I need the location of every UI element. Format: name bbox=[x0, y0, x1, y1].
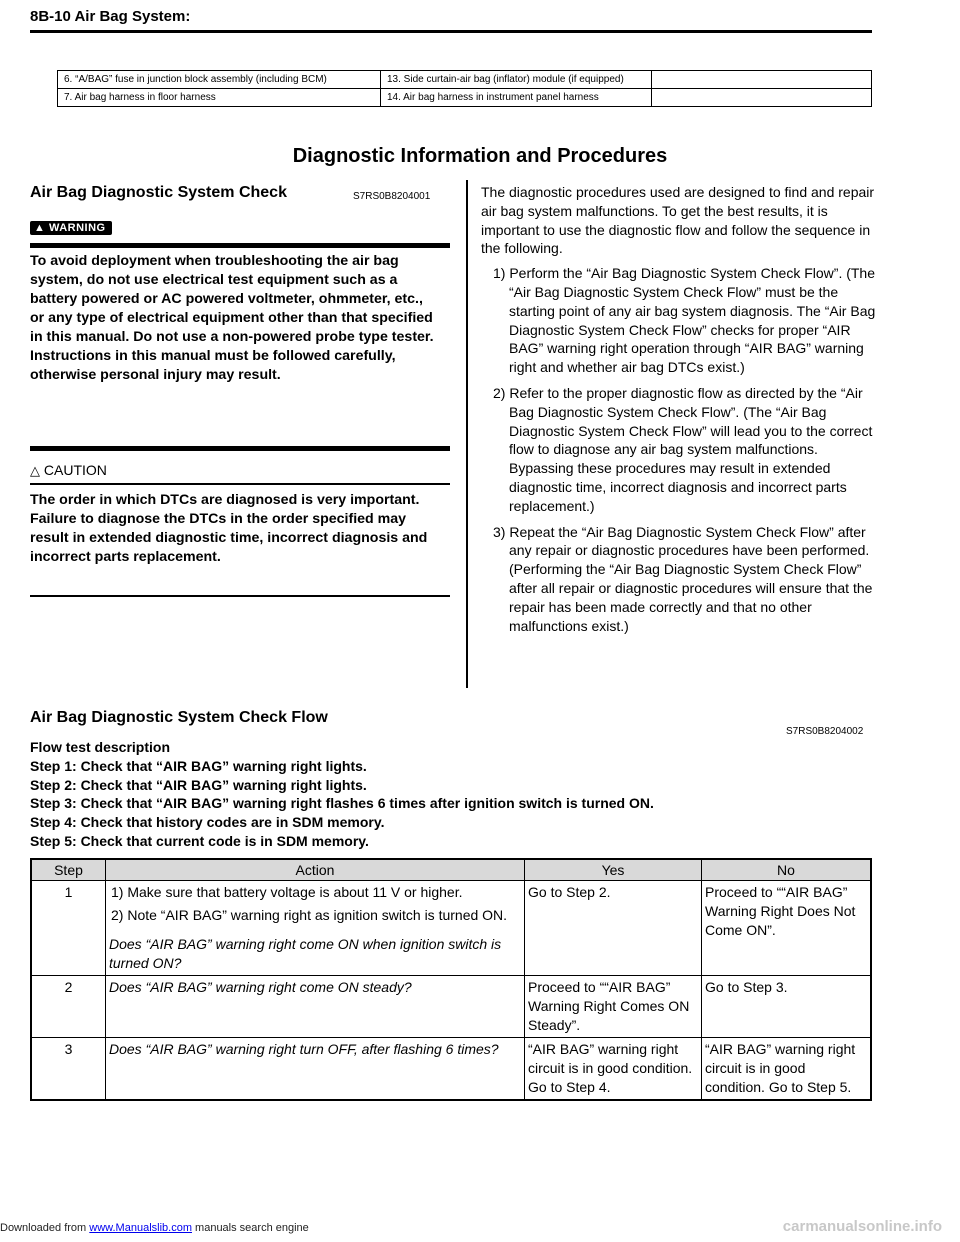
section-heading: Air Bag Diagnostic System Check bbox=[30, 184, 287, 201]
step-yes: “AIR BAG” warning right circuit is in good condition. Go to Step 4. bbox=[525, 1038, 702, 1101]
action-question: Does “AIR BAG” warning right turn OFF, after flashing 6 times? bbox=[106, 1038, 525, 1101]
section-heading: Air Bag Diagnostic System Check Flow bbox=[30, 709, 328, 726]
action-item: 1) Make sure that battery voltage is about 11 V or higher. bbox=[111, 884, 463, 900]
column-header: Step bbox=[31, 859, 106, 881]
procedure-intro: The diagnostic procedures used are designed to find and repair air bag system malfunctions. To get the best results, it is important to use the diagnostic flow and follow the sequence in the following. bbox=[481, 184, 875, 257]
manualslib-link[interactable]: www.Manualslib.com bbox=[89, 1222, 192, 1234]
footer-suffix: manuals search engine bbox=[191, 1222, 309, 1234]
flow-line: Step 4: Check that history codes are in SDM memory. bbox=[30, 814, 385, 831]
warning-bottom-rule bbox=[30, 446, 450, 451]
section-code: S7RS0B8204001 bbox=[353, 191, 431, 202]
table-row bbox=[58, 71, 872, 89]
header-rule bbox=[30, 30, 872, 33]
caution-text: The order in which DTCs are diagnosed is very important. Failure to diagnose the DTCs in the order specified may result in extended diagnostic time, incorrect diagnosis and incorrect parts replacement. bbox=[30, 492, 428, 565]
watermark: carmanualsonline.info bbox=[782, 1218, 942, 1235]
section-code: S7RS0B8204002 bbox=[786, 726, 864, 737]
legend-cell: 6. “A/BAG” fuse in junction block assembly (including BCM) bbox=[58, 71, 381, 89]
caution-icon: △ bbox=[30, 463, 40, 478]
column-divider bbox=[466, 180, 468, 688]
flow-description bbox=[30, 738, 654, 851]
warning-label: WARNING bbox=[48, 222, 106, 234]
step-no: Proceed to ““AIR BAG” Warning Right Does Not Come ON”. bbox=[702, 881, 872, 976]
steps-table bbox=[30, 858, 872, 1101]
flow-line: Step 3: Check that “AIR BAG” warning right flashes 6 times after ignition switch is turned ON. bbox=[30, 795, 654, 812]
legend-cell: 14. Air bag harness in instrument panel harness bbox=[381, 89, 652, 107]
column-header: No bbox=[702, 859, 872, 881]
step-action bbox=[106, 881, 525, 976]
flow-line: Flow test description bbox=[30, 739, 171, 755]
flow-line: Step 2: Check that “AIR BAG” warning right lights. bbox=[30, 776, 367, 793]
warning-badge bbox=[30, 221, 112, 235]
legend-cell: 13. Side curtain-air bag (inflator) module (if equipped) bbox=[381, 71, 652, 89]
footer-prefix: Downloaded from bbox=[0, 1222, 90, 1234]
flow-line: Step 5: Check that current code is in SDM memory. bbox=[30, 832, 369, 849]
legend-cell bbox=[652, 89, 872, 107]
warning-text: To avoid deployment when troubleshooting the air bag system, do not use electrical test equipment such as a battery powered or AC powered voltmeter, ohmmeter, etc., or any type of electrical equipment other than that specified in this manual. Do not use a non-powered probe type tester. Instructions in this manual must be followed carefully, otherwise personal injury may result. bbox=[30, 253, 434, 383]
procedure-text bbox=[481, 183, 876, 635]
action-question: Does “AIR BAG” warning right come ON when ignition switch is turned ON? bbox=[109, 936, 502, 971]
action-question: Does “AIR BAG” warning right come ON steady? bbox=[106, 976, 525, 1038]
step-number: 1 bbox=[31, 881, 106, 976]
table-row bbox=[31, 1038, 871, 1101]
step-yes: Go to Step 2. bbox=[525, 881, 702, 976]
list-item: 1) Perform the “Air Bag Diagnostic System Check Flow”. (The “Air Bag Diagnostic System Check Flow” must be the starting point of any air bag system diagnosis. The “Air Bag Diagnostic System Check Flow” checks for proper “AIR BAG” warning right operation through “AIR BAG” warning right and whether air bag DTCs exist.) bbox=[493, 265, 876, 376]
column-header: Action bbox=[106, 859, 525, 881]
flow-line: Step 1: Check that “AIR BAG” warning right lights. bbox=[30, 757, 367, 774]
step-no: Go to Step 3. bbox=[702, 976, 872, 1038]
list-item: 2) Refer to the proper diagnostic flow as directed by the “Air Bag Diagnostic System Check Flow”. (The “Air Bag Diagnostic System Check Flow” will lead you to the correct flow to diagnose any air bag system malfunctions. Bypassing these procedures may result in extended diagnostic time, incorrect diagnosis and incorrect parts replacement.) bbox=[493, 384, 873, 514]
table-row bbox=[58, 89, 872, 107]
legend-table bbox=[57, 70, 872, 107]
download-footer bbox=[0, 1222, 309, 1234]
step-number: 3 bbox=[31, 1038, 106, 1101]
caution-bottom-rule bbox=[30, 595, 450, 597]
action-item: 2) Note “AIR BAG” warning right as ignition switch is turned ON. bbox=[111, 907, 508, 923]
legend-cell: 7. Air bag harness in floor harness bbox=[58, 89, 381, 107]
warning-icon: ▲ bbox=[34, 222, 49, 234]
caution-heading bbox=[30, 462, 107, 479]
caution-top-rule bbox=[30, 483, 450, 485]
caution-label: CAUTION bbox=[43, 462, 107, 478]
warning-top-rule bbox=[30, 243, 450, 248]
page-header: 8B-10 Air Bag System: bbox=[30, 8, 191, 25]
step-yes: Proceed to ““AIR BAG” Warning Right Comes ON Steady”. bbox=[525, 976, 702, 1038]
column-header: Yes bbox=[525, 859, 702, 881]
step-number: 2 bbox=[31, 976, 106, 1038]
legend-cell bbox=[652, 71, 872, 89]
procedure-list bbox=[481, 264, 876, 635]
table-row bbox=[31, 881, 871, 976]
table-row bbox=[31, 976, 871, 1038]
list-item: 3) Repeat the “Air Bag Diagnostic System Check Flow” after any repair or diagnostic procedures have been performed. (Performing the “Air Bag Diagnostic System Check Flow” after all repair or diagnostic procedures will ensure that the repair has been made correctly and that no other malfunctions exist.) bbox=[493, 523, 873, 634]
table-header-row bbox=[31, 859, 871, 881]
step-no: “AIR BAG” warning right circuit is in good condition. Go to Step 5. bbox=[702, 1038, 872, 1101]
page-title: Diagnostic Information and Procedures bbox=[292, 145, 668, 167]
